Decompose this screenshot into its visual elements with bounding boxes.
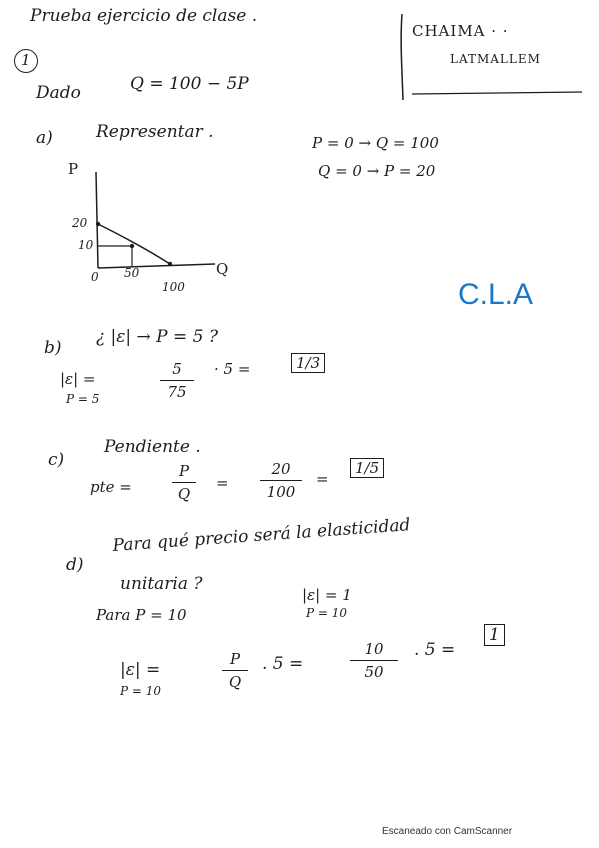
part-d-fraction-1 (222, 650, 248, 691)
graph-x-tick-0: 0 (91, 270, 99, 284)
demand-curve (98, 224, 170, 264)
part-b-denominator: 75 (167, 383, 187, 401)
part-c-denominator-1: Q (177, 485, 191, 503)
part-d-lhs: |ε| = (120, 660, 161, 680)
part-b-condition: P = 5 (66, 392, 100, 406)
demand-equation: Q = 100 − 5P (130, 74, 249, 94)
part-b-fraction-bar (160, 380, 194, 381)
part-c-title: Pendiente . (104, 437, 201, 457)
part-c-fraction-2 (260, 460, 302, 501)
cla-stamp: C.L.A (458, 278, 534, 311)
graph-y-axis-label: P (68, 160, 79, 178)
part-b-label: b) (44, 338, 62, 358)
part-d-fraction-bar-1 (222, 670, 248, 671)
part-c-equals-1: = (216, 474, 229, 492)
exercise-number-circle (14, 49, 38, 73)
graph-x-tick-50: 50 (124, 266, 140, 280)
exercise-number: 1 (21, 51, 31, 69)
part-c-numerator-2: 20 (271, 460, 291, 478)
graph-x-axis-label: Q (216, 260, 229, 278)
part-b-lhs: |ε| = (60, 370, 96, 388)
part-c-fraction-bar-2 (260, 480, 302, 481)
part-d-question-line1: Para qué precio será la elasticidad (112, 515, 412, 556)
part-b-multiply: · 5 = (214, 360, 251, 378)
x-axis-line (98, 264, 215, 268)
given-label: Dado (36, 83, 81, 103)
part-a-point1: P = 0 → Q = 100 (312, 134, 439, 152)
part-d-multiply-2: . 5 = (414, 640, 456, 660)
part-b-answer: 1/3 (291, 353, 325, 373)
graph-y-tick-10: 10 (78, 238, 94, 252)
part-c-fraction-1 (172, 462, 196, 503)
graph-y-tick-20: 20 (72, 216, 88, 230)
part-d-question-line2: unitaria ? (120, 574, 203, 594)
part-c-numerator-1: P (178, 462, 190, 480)
part-c-equals-2: = (316, 470, 329, 488)
part-d-denominator-1: Q (228, 673, 242, 691)
demand-graph (60, 160, 240, 300)
name-box (398, 10, 588, 102)
part-d-denominator-2: 50 (364, 663, 384, 681)
part-d-para: Para P = 10 (96, 606, 187, 624)
part-d-multiply-1: . 5 = (262, 654, 304, 674)
part-c-answer: 1/5 (350, 458, 384, 478)
part-d-condition-small: P = 10 (306, 606, 348, 620)
page-title: Prueba ejercicio de clase . (30, 6, 258, 26)
part-d-label: d) (66, 555, 84, 575)
part-d-numerator-1: P (229, 650, 241, 668)
part-c-denominator-2: 100 (266, 483, 296, 501)
part-a-point2: Q = 0 → P = 20 (318, 162, 436, 180)
part-d-condition: P = 10 (120, 684, 162, 698)
part-d-numerator-2: 10 (364, 640, 384, 658)
y-axis-line (96, 172, 98, 268)
student-name-first: CHAIMA · · (412, 22, 509, 40)
part-d-fraction-2 (350, 640, 398, 681)
part-a-label: a) (36, 128, 53, 148)
part-a-instruction: Representar . (96, 122, 214, 142)
student-name-last: LATMALLEM (450, 52, 541, 66)
part-c-lhs: pte = (90, 478, 132, 496)
part-d-eps-one: |ε| = 1 (302, 586, 352, 604)
part-b-numerator: 5 (172, 360, 182, 378)
part-b-question: ¿ |ε| → P = 5 ? (96, 327, 218, 347)
part-c-label: c) (48, 450, 65, 470)
part-d-fraction-bar-2 (350, 660, 398, 661)
part-c-fraction-bar-1 (172, 482, 196, 483)
graph-x-tick-100: 100 (162, 280, 185, 294)
scanner-footer: Escaneado con CamScanner (382, 826, 513, 837)
part-d-answer: 1 (484, 624, 505, 646)
part-b-fraction (160, 360, 194, 401)
